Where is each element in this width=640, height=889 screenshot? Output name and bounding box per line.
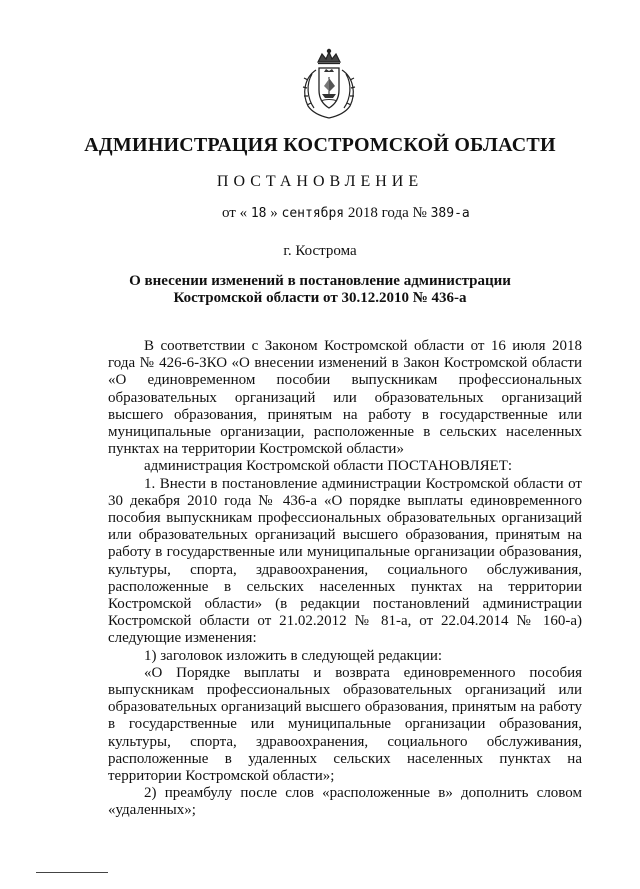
- number-prefix: №: [412, 205, 427, 221]
- date-month: сентября: [281, 206, 345, 221]
- date-number-line: [222, 205, 470, 222]
- preamble-paragraph: В соответствии с Законом Костромской области от 16 июля 2018 года № 426-6-ЗКО «О внесении изменений в Закон Костромской области «О единовременном пособии выпускникам профессиональных образовательных организаций или образовательных организаций высшего образования, принятым на работу в государственные или муниципальные организации, расположенные в сельских населенных пунктах на территории Костромской области»: [108, 338, 582, 458]
- date-prefix: от «: [222, 205, 248, 221]
- document-title: [120, 273, 520, 307]
- title-line-2: Костромской области от 30.12.2010 № 436-а: [173, 290, 467, 306]
- subitem-1-text-paragraph: «О Порядке выплаты и возврата единовременного пособия выпускникам профессиональных образовательных организаций или образовательных организаций высшего образования, принятым на работу в государственные или муниципальные организации образования, культуры, спорта, здравоохранения, социального обслуживания, расположенные в удаленных сельских населенных пунктах на территории Костромской области»;: [108, 664, 582, 785]
- city: г. Кострома: [283, 243, 357, 259]
- document-number: 389-а: [430, 206, 470, 221]
- organization-name: АДМИНИСТРАЦИЯ КОСТРОМСКОЙ ОБЛАСТИ: [84, 134, 556, 156]
- document-body: [108, 338, 582, 820]
- item-1-paragraph: 1. Внести в постановление администрации Костромской области от 30 декабря 2010 года № 436-а «О порядке выплаты единовременного пособия выпускникам профессиональных образовательных организаций или образовательных организаций высшего образования, принятым на работу в государственные или муниципальные организации образования, культуры, спорта, здравоохранения, социального обслуживания, расположенные в сельских населенных пунктах на территории Костромской области» (в редакции постановлений администрации Костромской области от 21.02.2012 № 81-а, от 22.04.2014 № 160-а) следующие изменения:: [108, 475, 582, 647]
- title-line-1: О внесении изменений в постановление администрации: [129, 273, 511, 289]
- subitem-2-paragraph: 2) преамбулу после слов «расположенные в» дополнить словом «удаленных»;: [108, 785, 582, 819]
- footer-divider: [36, 872, 108, 873]
- subitem-1-paragraph: 1) заголовок изложить в следующей редакции:: [144, 647, 443, 664]
- date-day: 18: [250, 206, 267, 221]
- date-day-close: »: [270, 205, 278, 221]
- resolves-paragraph: администрация Костромской области ПОСТАНОВЛЯЕТ:: [144, 458, 513, 475]
- date-year: 2018 года: [347, 205, 409, 221]
- coat-of-arms-icon: [296, 48, 362, 120]
- document-type: ПОСТАНОВЛЕНИЕ: [216, 173, 424, 190]
